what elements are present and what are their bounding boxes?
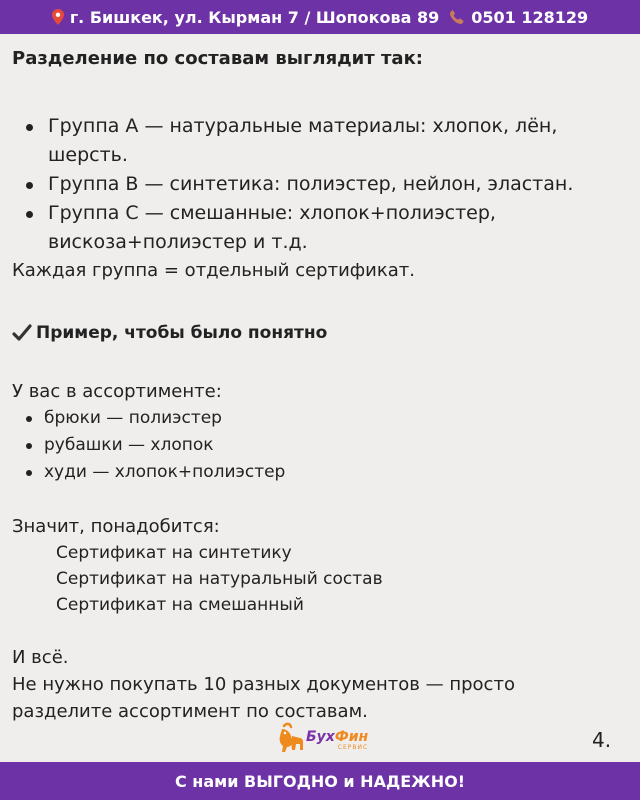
header-phone[interactable]: 0501 128129 — [471, 7, 589, 27]
group-list — [12, 112, 622, 257]
list-item: худи — хлопок+полиэстер — [12, 459, 622, 486]
header-bar — [0, 0, 640, 34]
brand-logo — [276, 722, 372, 758]
group-note: Каждая группа = отдельный сертификат. — [12, 260, 415, 281]
list-item: Группа С — смешанные: хлопок+полиэстер, вискоза+полиэстер и т.д. — [12, 199, 622, 257]
example-title — [12, 320, 622, 346]
certificate-item: Сертификат на смешанный — [56, 595, 304, 615]
certificate-item: Сертификат на натуральный состав — [56, 569, 383, 589]
final-line: разделите ассортимент по составам. — [12, 701, 368, 722]
location-pin-icon — [52, 9, 64, 25]
list-item: Группа В — синтетика: полиэстер, нейлон, эластан. — [12, 170, 622, 199]
checkmark-icon — [12, 324, 32, 342]
list-item: Группа А — натуральные материалы: хлопок, лён, шерсть. — [12, 112, 622, 170]
final-line: И всё. — [12, 647, 69, 668]
certificate-list — [12, 540, 622, 618]
phone-icon — [449, 9, 465, 25]
header-address: г. Бишкек, ул. Кырман 7 / Шопокова 89 — [69, 7, 440, 27]
certificate-item: Сертификат на синтетику — [56, 543, 292, 563]
list-item: рубашки — хлопок — [12, 432, 622, 459]
need-intro: Значит, понадобится: — [12, 516, 220, 537]
main-content — [12, 44, 622, 725]
final-text — [12, 644, 622, 725]
logo-subtitle: СЕРВИС — [337, 743, 369, 751]
assortment-list — [12, 405, 622, 486]
example-title-text: Пример, чтобы было понятно — [36, 323, 328, 343]
final-line: Не нужно покупать 10 разных документов — просто — [12, 674, 515, 695]
footer-bar — [0, 762, 640, 800]
assortment-intro: У вас в ассортименте: — [12, 381, 222, 402]
list-item: брюки — полиэстер — [12, 405, 622, 432]
section-heading: Разделение по составам выглядит так: — [12, 48, 423, 69]
goat-logo-icon — [276, 722, 306, 758]
page-number: 4. — [592, 728, 612, 752]
footer-slogan: С нами ВЫГОДНО и НАДЕЖНО! — [174, 771, 465, 791]
logo-wordmark: БухФин — [306, 728, 369, 745]
